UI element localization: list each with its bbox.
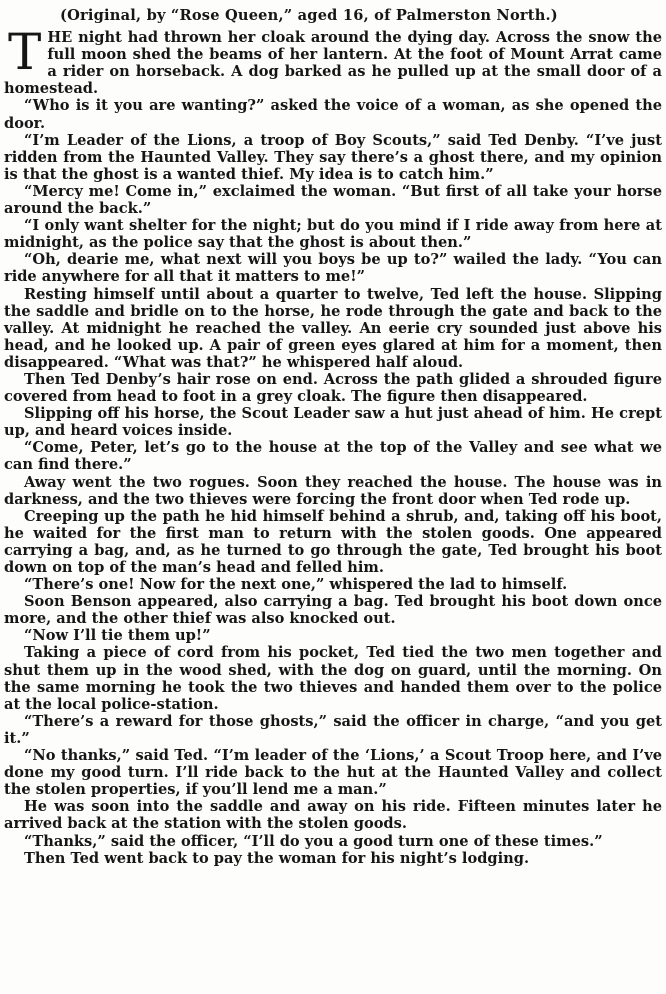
paragraph: He was soon into the saddle and away on his ride. Fifteen minutes later he arrived back at the station with the stolen goods. — [4, 798, 662, 833]
paragraph: Then Ted Denby’s hair rose on end. Across the path glided a shrouded figure covered from head to foot in a grey cloak. The figure then disappeared. — [4, 370, 662, 406]
paragraph: Then Ted went back to pay the woman for his night’s lodging. — [24, 849, 530, 867]
paragraph: Creeping up the path he hid himself behind a shrub, and, taking off his boot, he waited for the first man to return with the stolen goods. One appeared carrying a bag, and, as he turned to go through the gate, Ted brought his boot down on top of the man’s head and felled him. — [4, 507, 662, 576]
opening-text: HE night had thrown her cloak around the dying day. Across the snow the full moon shed the beams of her lantern. At the foot of Mount Arrat came a rider on horseback. A dog barked as he pulled up at the small door of a homestead. — [4, 29, 662, 98]
paragraph: “Come, Peter, let’s go to the house at the top of the Valley and see what we can find there.” — [4, 439, 662, 474]
paragraph: “Mercy me! Come in,” exclaimed the woman. “But first of all take your horse around the back.” — [4, 182, 662, 218]
paragraph: Soon Benson appeared, also carrying a bag. Ted brought his boot down once more, and the other thief was also knocked out. — [4, 593, 662, 628]
paragraph: “There’s one! Now for the next one,” whispered the lad to himself. — [24, 576, 568, 594]
paragraph: “Who is it you are wanting?” asked the voice of a woman, as she opened the door. — [4, 97, 662, 132]
paragraph: “I only want shelter for the night; but do you mind if I ride away from here at midnight, as the police say that the ghost is about then.” — [4, 217, 662, 252]
paragraph: Slipping off his horse, the Scout Leader saw a hut just ahead of him. He crept up, and heard voices inside. — [4, 405, 662, 440]
paragraph: “Now I’ll tie them up!” — [24, 627, 211, 645]
paragraph: “Thanks,” said the officer, “I’ll do you a good turn one of these times.” — [24, 832, 603, 850]
paragraph: “There’s a reward for those ghosts,” said the officer in charge, “and you get it.” — [4, 712, 662, 747]
paragraph: Resting himself until about a quarter to twelve, Ted left the house. Slipping the saddle and bridle on to the horse, he rode through the gate and back to the valley. At midnight he reached the valley. An eerie cry sounded just above his head, and he looked up. A pair of green eyes glared at him for a moment, then disappeared. “What was that?” he whispered half aloud. — [4, 285, 662, 371]
byline: (Original, by “Rose Queen,” aged 16, of Palmerston North.) — [60, 7, 558, 24]
paragraph: “I’m Leader of the Lions, a troop of Boy Scouts,” said Ted Denby. “I’ve just ridden from the Haunted Valley. They say there’s a ghost there, and my opinion is that the ghost is a wanted thief. My idea is to catch him.” — [4, 131, 662, 183]
story-body — [4, 23, 662, 867]
opening-paragraph — [4, 23, 662, 98]
drop-cap: T — [8, 23, 42, 82]
paragraph: Taking a piece of cord from his pocket, Ted tied the two men together and shut them up in the wood shed, with the dog on guard, until the morning. On the same morning he took the two thieves and handed them over to the police at the local police-station. — [4, 644, 662, 713]
paragraph: Away went the two rogues. Soon they reached the house. The house was in darkness, and the two thieves were forcing the front door when Ted rode up. — [4, 473, 662, 508]
paragraph: “No thanks,” said Ted. “I’m leader of the ‘Lions,’ a Scout Troop here, and I’ve done my good turn. I’ll ride back to the hut at the Haunted Valley and collect the stolen properties, if you’ll lend me a man.” — [4, 747, 662, 799]
paragraph: “Oh, dearie me, what next will you boys be up to?” wailed the lady. “You can ride anywhere for all that it matters to me!” — [4, 251, 662, 286]
